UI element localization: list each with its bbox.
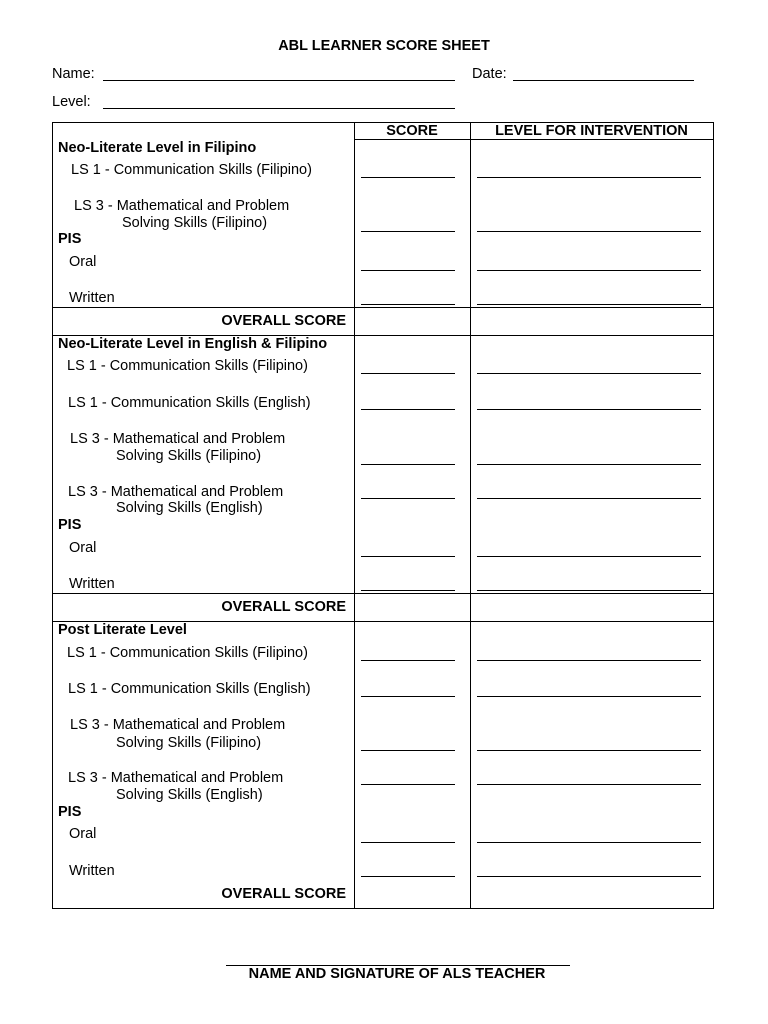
page-title: ABL LEARNER SCORE SHEET [278, 38, 490, 54]
score-field[interactable] [361, 576, 455, 591]
pis-heading: PIS [58, 804, 82, 820]
column-header-intervention: LEVEL FOR INTERVENTION [495, 123, 688, 139]
level-field[interactable] [103, 94, 455, 109]
score-field[interactable] [361, 646, 455, 661]
intervention-field[interactable] [477, 576, 701, 591]
list-item: Solving Skills (English) [116, 787, 263, 803]
intervention-field[interactable] [477, 646, 701, 661]
score-field[interactable] [361, 290, 455, 305]
score-field[interactable] [361, 828, 455, 843]
score-field[interactable] [361, 217, 455, 232]
intervention-field[interactable] [477, 862, 701, 877]
section-heading: Neo-Literate Level in English & Filipino [58, 336, 328, 352]
intervention-field[interactable] [477, 542, 701, 557]
intervention-field[interactable] [477, 290, 701, 305]
intervention-field[interactable] [477, 163, 701, 178]
list-item: Solving Skills (Filipino) [116, 735, 262, 751]
intervention-field[interactable] [477, 395, 701, 410]
column-header-score: SCORE [386, 123, 438, 139]
score-field[interactable] [361, 359, 455, 374]
list-item: LS 3 - Mathematical and Problem [68, 770, 284, 786]
score-field[interactable] [361, 770, 455, 785]
intervention-field[interactable] [477, 450, 701, 465]
pis-heading: PIS [58, 517, 82, 533]
list-item: LS 1 - Communication Skills (English) [68, 395, 311, 411]
overall-score-label: OVERALL SCORE [221, 886, 346, 902]
intervention-field[interactable] [477, 682, 701, 697]
intervention-field[interactable] [477, 359, 701, 374]
list-item: LS 3 - Mathematical and Problem [68, 484, 284, 500]
name-label: Name: [52, 66, 95, 82]
date-label: Date: [472, 66, 507, 82]
list-item: LS 1 - Communication Skills (Filipino) [67, 358, 308, 374]
date-field[interactable] [513, 66, 694, 81]
list-item: Solving Skills (English) [116, 500, 263, 516]
list-item: LS 3 - Mathematical and Problem [70, 431, 286, 447]
score-field[interactable] [361, 395, 455, 410]
signature-label: NAME AND SIGNATURE OF ALS TEACHER [248, 966, 546, 982]
overall-score-label: OVERALL SCORE [221, 599, 346, 615]
list-item: LS 1 - Communication Skills (English) [68, 681, 311, 697]
list-item: Solving Skills (Filipino) [122, 215, 268, 231]
list-item-written: Written [69, 863, 115, 879]
score-field[interactable] [361, 862, 455, 877]
level-label: Level: [52, 94, 91, 110]
column-divider [354, 122, 355, 908]
table-border-left [52, 122, 53, 908]
section-divider [52, 593, 714, 594]
overall-score-label: OVERALL SCORE [221, 313, 346, 329]
header-divider [354, 139, 713, 140]
score-field[interactable] [361, 682, 455, 697]
list-item-written: Written [69, 576, 115, 592]
intervention-field[interactable] [477, 256, 701, 271]
section-heading: Post Literate Level [58, 622, 187, 638]
score-field[interactable] [361, 736, 455, 751]
intervention-field[interactable] [477, 484, 701, 499]
intervention-field[interactable] [477, 770, 701, 785]
list-item: LS 3 - Mathematical and Problem [74, 198, 290, 214]
table-border-bottom [52, 908, 714, 909]
name-field[interactable] [103, 66, 455, 81]
score-field[interactable] [361, 484, 455, 499]
pis-heading: PIS [58, 231, 82, 247]
score-field[interactable] [361, 256, 455, 271]
list-item-oral: Oral [69, 254, 97, 270]
list-item: LS 1 - Communication Skills (Filipino) [67, 645, 308, 661]
column-divider [470, 122, 471, 908]
section-divider [52, 307, 714, 308]
signature-line[interactable] [226, 951, 570, 966]
list-item: Solving Skills (Filipino) [116, 448, 262, 464]
list-item: LS 3 - Mathematical and Problem [70, 717, 286, 733]
score-field[interactable] [361, 542, 455, 557]
list-item-oral: Oral [69, 826, 97, 842]
intervention-field[interactable] [477, 736, 701, 751]
list-item: LS 1 - Communication Skills (Filipino) [71, 162, 312, 178]
list-item-oral: Oral [69, 540, 97, 556]
score-field[interactable] [361, 163, 455, 178]
intervention-field[interactable] [477, 217, 701, 232]
table-border-right [713, 122, 714, 908]
score-field[interactable] [361, 450, 455, 465]
intervention-field[interactable] [477, 828, 701, 843]
list-item-written: Written [69, 290, 115, 306]
section-heading: Neo-Literate Level in Filipino [58, 140, 257, 156]
